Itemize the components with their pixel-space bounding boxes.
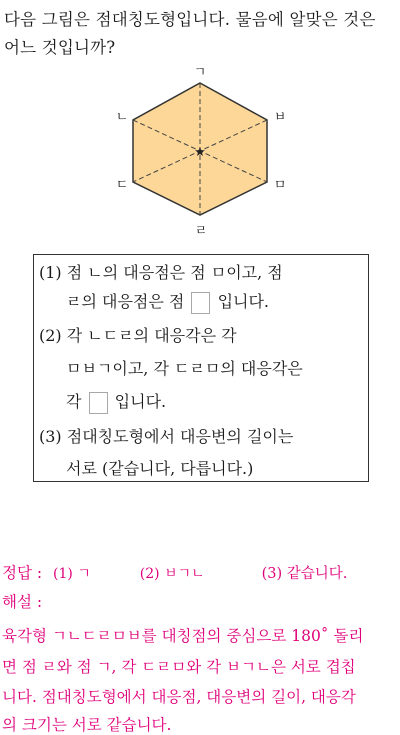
part1-line-a: (1) 점 ㄴ의 대응점은 점 ㅁ이고, 점	[39, 263, 283, 282]
part3-line-a: (3) 점대칭도형에서 대응변의 길이는	[39, 427, 294, 446]
part2-c-prefix: 각	[66, 392, 82, 411]
explanation-line-3: 니다. 점대칭도형에서 대응점, 대응변의 길이, 대응각	[2, 688, 356, 706]
question-line-2: 어느 것입니까?	[4, 38, 116, 57]
part2-line-b: ㅁㅂㄱ이고, 각 ㄷㄹㅁ의 대응각은	[66, 359, 303, 378]
part1-b-prefix: ㄹ의 대응점은 점	[66, 292, 185, 311]
vertex-label-lower-right: ㅁ	[273, 178, 287, 193]
explanation-line-1: 육각형 ㄱㄴㄷㄹㅁㅂ를 대칭점의 중심으로 180˚ 돌리	[2, 627, 364, 645]
answer-blank-1[interactable]	[191, 292, 210, 314]
part1-b-suffix: 입니다.	[217, 292, 270, 311]
vertex-label-bottom: ㄹ	[194, 224, 208, 239]
center-star: ★	[194, 145, 206, 160]
answer-line	[2, 561, 347, 583]
part1-line-b	[66, 289, 269, 314]
vertex-label-upper-right: ㅂ	[273, 110, 287, 125]
explanation-line-2: 면 점 ㄹ와 점 ㄱ, 각 ㄷㄹㅁ와 각 ㅂㄱㄴ은 서로 겹칩	[2, 658, 356, 676]
vertex-label-lower-left: ㄷ	[115, 178, 129, 193]
answer-2: (2) ㅂㄱㄴ	[139, 566, 205, 582]
explanation-label: 해설 :	[2, 593, 43, 611]
answer-blank-2[interactable]	[89, 392, 108, 414]
answer-3: (3) 같습니다.	[261, 566, 348, 582]
explanation-line-4: 의 크기는 서로 같습니다.	[2, 716, 172, 734]
part2-line-c	[66, 389, 166, 414]
part2-line-a: (2) 각 ㄴㄷㄹ의 대응각은 각	[39, 326, 237, 345]
vertex-label-top: ㄱ	[193, 65, 207, 80]
question-box	[33, 254, 369, 482]
vertex-label-upper-left: ㄴ	[115, 110, 129, 125]
part2-c-suffix: 입니다.	[114, 392, 167, 411]
answer-1: (1) ㄱ	[53, 566, 91, 582]
hexagon-figure	[0, 0, 400, 250]
question-line-1: 다음 그림은 점대칭도형입니다. 물음에 알맞은 것은	[4, 10, 376, 29]
part3-line-b: 서로 (같습니다, 다릅니다.)	[66, 459, 254, 478]
answer-label: 정답 :	[2, 564, 43, 582]
